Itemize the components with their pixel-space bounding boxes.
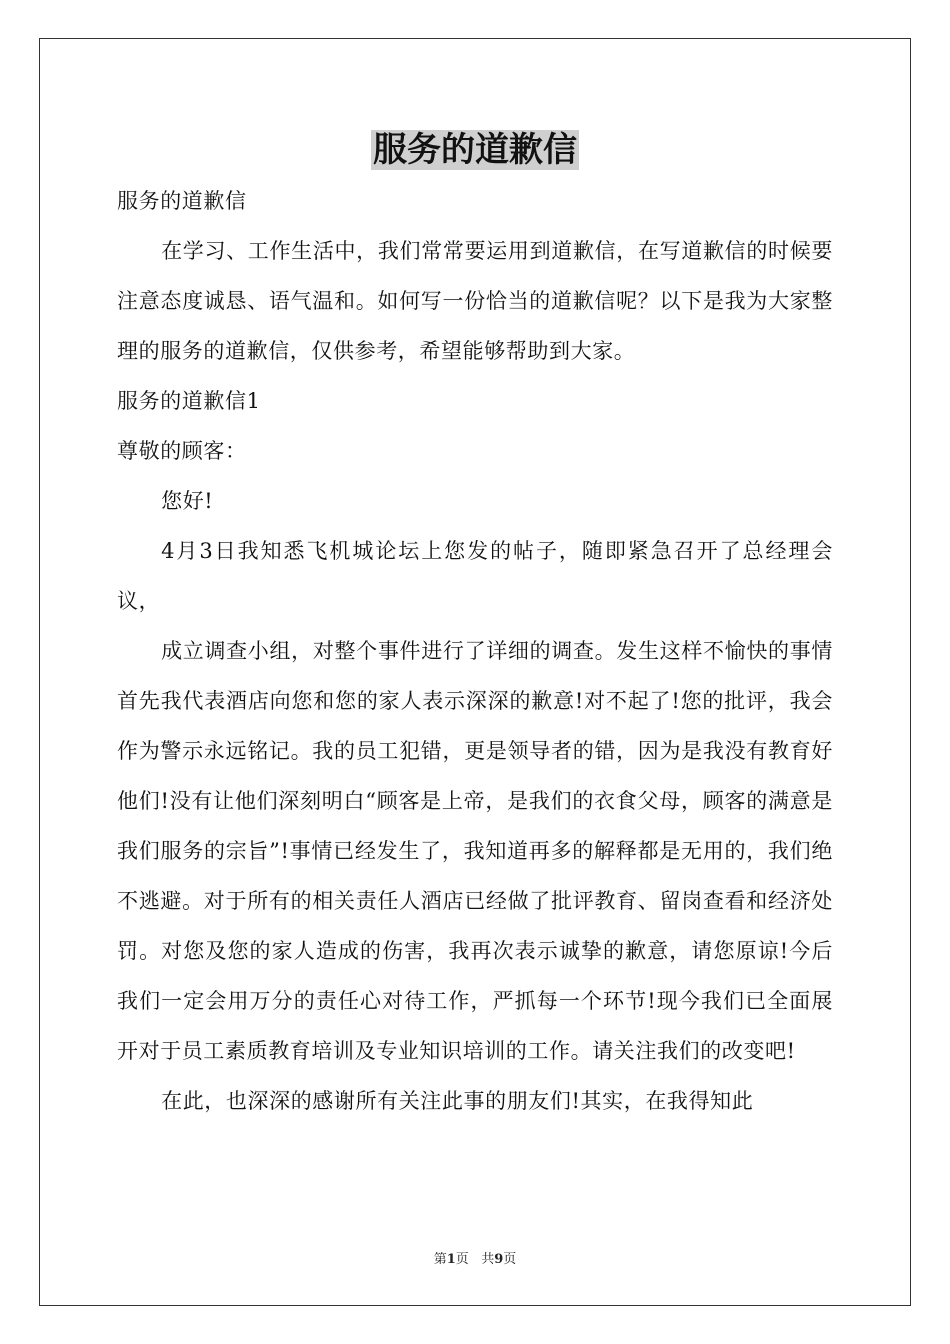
page-prefix: 第 <box>433 1252 447 1267</box>
greeting: 您好! <box>161 489 214 513</box>
total-prefix: 共 <box>481 1252 495 1267</box>
body-paragraph: 4月3日我知悉飞机城论坛上您发的帖子，随即紧急召开了总经理会议， <box>117 539 833 613</box>
page-current: 1 <box>446 1252 456 1267</box>
section-heading: 服务的道歉信1 <box>117 389 261 413</box>
body-paragraph: 成立调查小组，对整个事件进行了详细的调查。发生这样不愉快的事情首先我代表酒店向您和您的家人表示深深的歉意!对不起了!您的批评，我会作为警示永远铭记。我的员工犯错，更是领导者的错，因为是我没有教育好他们!没有让他们深刻明白“顾客是上帝，是我们的衣食父母，顾客的满意是我们服务的宗旨”!事情已经发生了，我知道再多的解释都是无用的，我们绝不逃避。对于所有的相关责任人酒店已经做了批评教育、留岗查看和经济处罚。对您及您的家人造成的伤害，我再次表示诚挚的歉意，请您原谅!今后我们一定会用万分的责任心对待工作，严抓每一个环节!现今我们已全面展开对于员工素质教育培训及专业知识培训的工作。请关注我们的改变吧! <box>117 639 833 1063</box>
intro-paragraph: 在学习、工作生活中，我们常常要运用到道歉信，在写道歉信的时候要注意态度诚恳、语气温和。如何写一份恰当的道歉信呢？以下是我为大家整理的服务的道歉信，仅供参考，希望能够帮助到大家。 <box>117 239 833 363</box>
page-total: 9 <box>494 1252 504 1267</box>
document-body <box>117 176 833 1126</box>
document-title <box>0 126 950 174</box>
subtitle-line: 服务的道歉信 <box>117 189 247 213</box>
page-suffix: 页 <box>455 1252 469 1267</box>
total-suffix: 页 <box>503 1252 517 1267</box>
document-title-text: 服务的道歉信 <box>373 130 577 170</box>
salutation: 尊敬的顾客： <box>117 439 247 463</box>
page-footer <box>0 1248 950 1267</box>
body-paragraph: 在此，也深深的感谢所有关注此事的朋友们!其实，在我得知此 <box>161 1089 754 1113</box>
